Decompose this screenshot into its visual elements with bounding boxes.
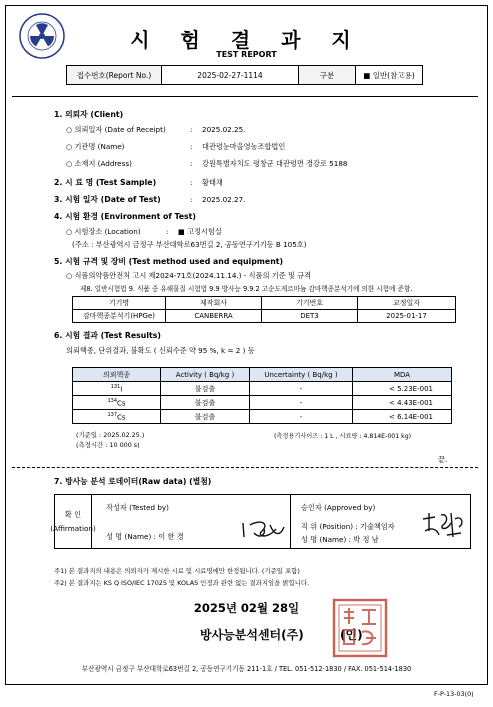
client-date-label: ○ 의뢰일자 (Date of Receipt) [66, 125, 166, 134]
end-mark: 끝. [438, 455, 448, 464]
divider-top [12, 96, 478, 97]
receipt-table [66, 65, 423, 85]
results-table [72, 367, 452, 424]
equipment-cell: 감마핵종분석기(HPGe) [73, 310, 166, 323]
receipt-label: 접수번호(Report No.) [67, 66, 162, 85]
client-name-row: ○ 기관명 (Name) : 대관령눈마을영농조합법인 [66, 142, 286, 151]
activity-cell: 불검출 [161, 410, 250, 424]
location-address: (주소 : 부산광역시 금정구 부산대학로63번길 2, 공동연구기기동 B 105호) [72, 240, 307, 249]
container-size-note: (측정용기사이즈 : 1 L , 시료량 : 4.814E-001 kg) [274, 433, 412, 440]
uncertainty-cell: - [250, 396, 353, 410]
method-line-2: 제8. 일반시험법 9. 식품 중 유해물질 시험법 9.9 방사능 9.9.2 고순도게르마늄 감마핵종분석기에 의한 시험에 준함. [80, 285, 413, 293]
results-header-row [73, 368, 452, 382]
equipment-header: 교정일자 [358, 297, 456, 310]
equipment-row [73, 310, 456, 323]
report-title: 시 험 결 과 지 [130, 28, 363, 52]
tester-signature-icon [240, 517, 286, 543]
issue-date: 2025년 02월 28일 [193, 601, 300, 615]
location-label: ○ 시험장소 (Location) [66, 227, 141, 236]
uncertainty-cell: - [250, 382, 353, 396]
section-1-title: 1. 의뢰자 (Client) [54, 110, 124, 119]
client-date-row: ○ 의뢰일자 (Date of Receipt) : 2025.02.25. [66, 125, 246, 134]
equipment-cell: 2025-01-17 [358, 310, 456, 323]
section-4-title: 4. 시험 환경 (Environment of Test) [54, 212, 196, 221]
seal-mark: (인) [340, 628, 363, 642]
signature-table [50, 494, 471, 549]
equipment-cell: DET3 [262, 310, 358, 323]
section-2-row: 2. 시 료 명 (Test Sample) : 황태채 [54, 178, 223, 187]
form-number: F-P-13-03(0) [434, 690, 474, 698]
activity-cell: 불검출 [161, 382, 250, 396]
tested-by-cell [92, 495, 291, 548]
note-1: 주1) 본 결과지의 내용은 의뢰자가 제시한 시료 및 시료명에만 한정됩니다. (기준일 포함) [54, 567, 300, 575]
results-header: Uncertainty ( Bq/kg ) [250, 368, 353, 382]
location-value: ■ 고정시험실 [178, 227, 222, 236]
client-name-value: 대관령눈마을영농조합법인 [202, 142, 286, 151]
equipment-header: 제작회사 [166, 297, 262, 310]
location-row: ○ 시험장소 (Location) : ■ 고정시험실 [66, 227, 222, 236]
type-label: 구분 [299, 66, 356, 85]
results-description: 의뢰핵종, 단위결과, 불확도 ( 신뢰수준 약 95 %, k = 2 ) 등 [66, 346, 255, 355]
results-header: Activity ( Bq/kg ) [161, 368, 250, 382]
client-name-label: ○ 기관명 (Name) [66, 142, 125, 151]
tested-by-label: 작성자 (Tested by) [106, 503, 169, 512]
equipment-header: 기기명 [73, 297, 166, 310]
client-date-value: 2025.02.25. [202, 125, 246, 134]
approver-name: 성 명 (Name) : 박 정 남 [301, 535, 379, 544]
activity-cell: 불검출 [161, 396, 250, 410]
type-value: ■ 일반(참고용) [356, 66, 423, 85]
results-row [73, 396, 452, 410]
method-line-1: ○ 식품의약품안전처 고시 제2024-71호(2024.11.14.) - 식품의 기준 및 규격 [66, 271, 312, 280]
client-address-label: ○ 소재지 (Address) [66, 159, 132, 168]
footer-address: 부산광역시 금정구 부산대학로63번길 2, 공동연구기기동 211-1호 / TEL. 051-512-1830 / FAX. 051-514-1830 [81, 665, 412, 673]
official-seal-icon [332, 598, 388, 658]
section-2-title: 2. 시 료 명 (Test Sample) [54, 178, 157, 187]
note-2: 주2) 본 결과지는 KS Q ISO/IEC 17025 및 KOLAS 인정과 관련 없는 결과지임을 밝힙니다. [54, 579, 310, 587]
section-3-row: 3. 시험 일자 (Date of Test) : 2025.02.27. [54, 195, 246, 204]
section-3-title: 3. 시험 일자 (Date of Test) [54, 195, 161, 204]
test-date-value: 2025.02.27. [202, 195, 246, 204]
results-row [73, 382, 452, 396]
affirmation-label: 확 인 [64, 510, 82, 519]
tester-name: 성 명 (Name) : 이 한 경 [106, 532, 184, 541]
results-header: 의뢰핵종 [73, 368, 161, 382]
measurement-time-note: (측정시간 : 10 000 s) [76, 441, 140, 449]
equipment-table [72, 296, 456, 323]
results-row [73, 410, 452, 424]
issuing-center: 방사능분석센터(주) [200, 628, 304, 642]
reference-date-note: (기준일 : 2025.02.25.) [76, 431, 145, 439]
results-header: MDA [353, 368, 452, 382]
section-5-title: 5. 시험 규격 및 장비 (Test method used and equipment) [54, 257, 284, 266]
affirmation-cell [50, 495, 96, 548]
approved-by-cell [291, 495, 470, 548]
affirmation-label-en: (Affirmation) [50, 524, 96, 533]
equipment-header-row [73, 297, 456, 310]
mda-cell: < 5.23E-001 [353, 382, 452, 396]
uncertainty-cell: - [250, 410, 353, 424]
receipt-value: 2025-02-27-1114 [162, 66, 299, 85]
approver-position: 직 위 (Position) : 기술책임자 [301, 522, 395, 531]
mda-cell: < 4.43E-001 [353, 396, 452, 410]
approved-by-label: 승인자 (Approved by) [301, 503, 376, 512]
nuclide-cell: $^{134}$Cs [73, 396, 161, 410]
equipment-header: 기기번호 [262, 297, 358, 310]
divider-dashed [12, 467, 478, 468]
section-7-title: 7. 방사능 분석 로데이터(Raw data) (별첨) [54, 477, 212, 486]
approver-signature-icon [421, 509, 465, 541]
report-subtitle: TEST REPORT [216, 50, 277, 59]
nuclide-cell: $^{137}$Cs [73, 410, 161, 424]
sample-name-value: 황태채 [202, 178, 223, 187]
nuclide-cell: $^{131}$I [73, 382, 161, 396]
equipment-cell: CANBERRA [166, 310, 262, 323]
mda-cell: < 6.14E-001 [353, 410, 452, 424]
section-6-title: 6. 시험 결과 (Test Results) [54, 331, 161, 340]
client-address-value: 강원특별자치도 평창군 대관령면 경강로 5188 [202, 159, 348, 168]
client-address-row: ○ 소재지 (Address) : 강원특별자치도 평창군 대관령면 경강로 5188 [66, 159, 348, 168]
